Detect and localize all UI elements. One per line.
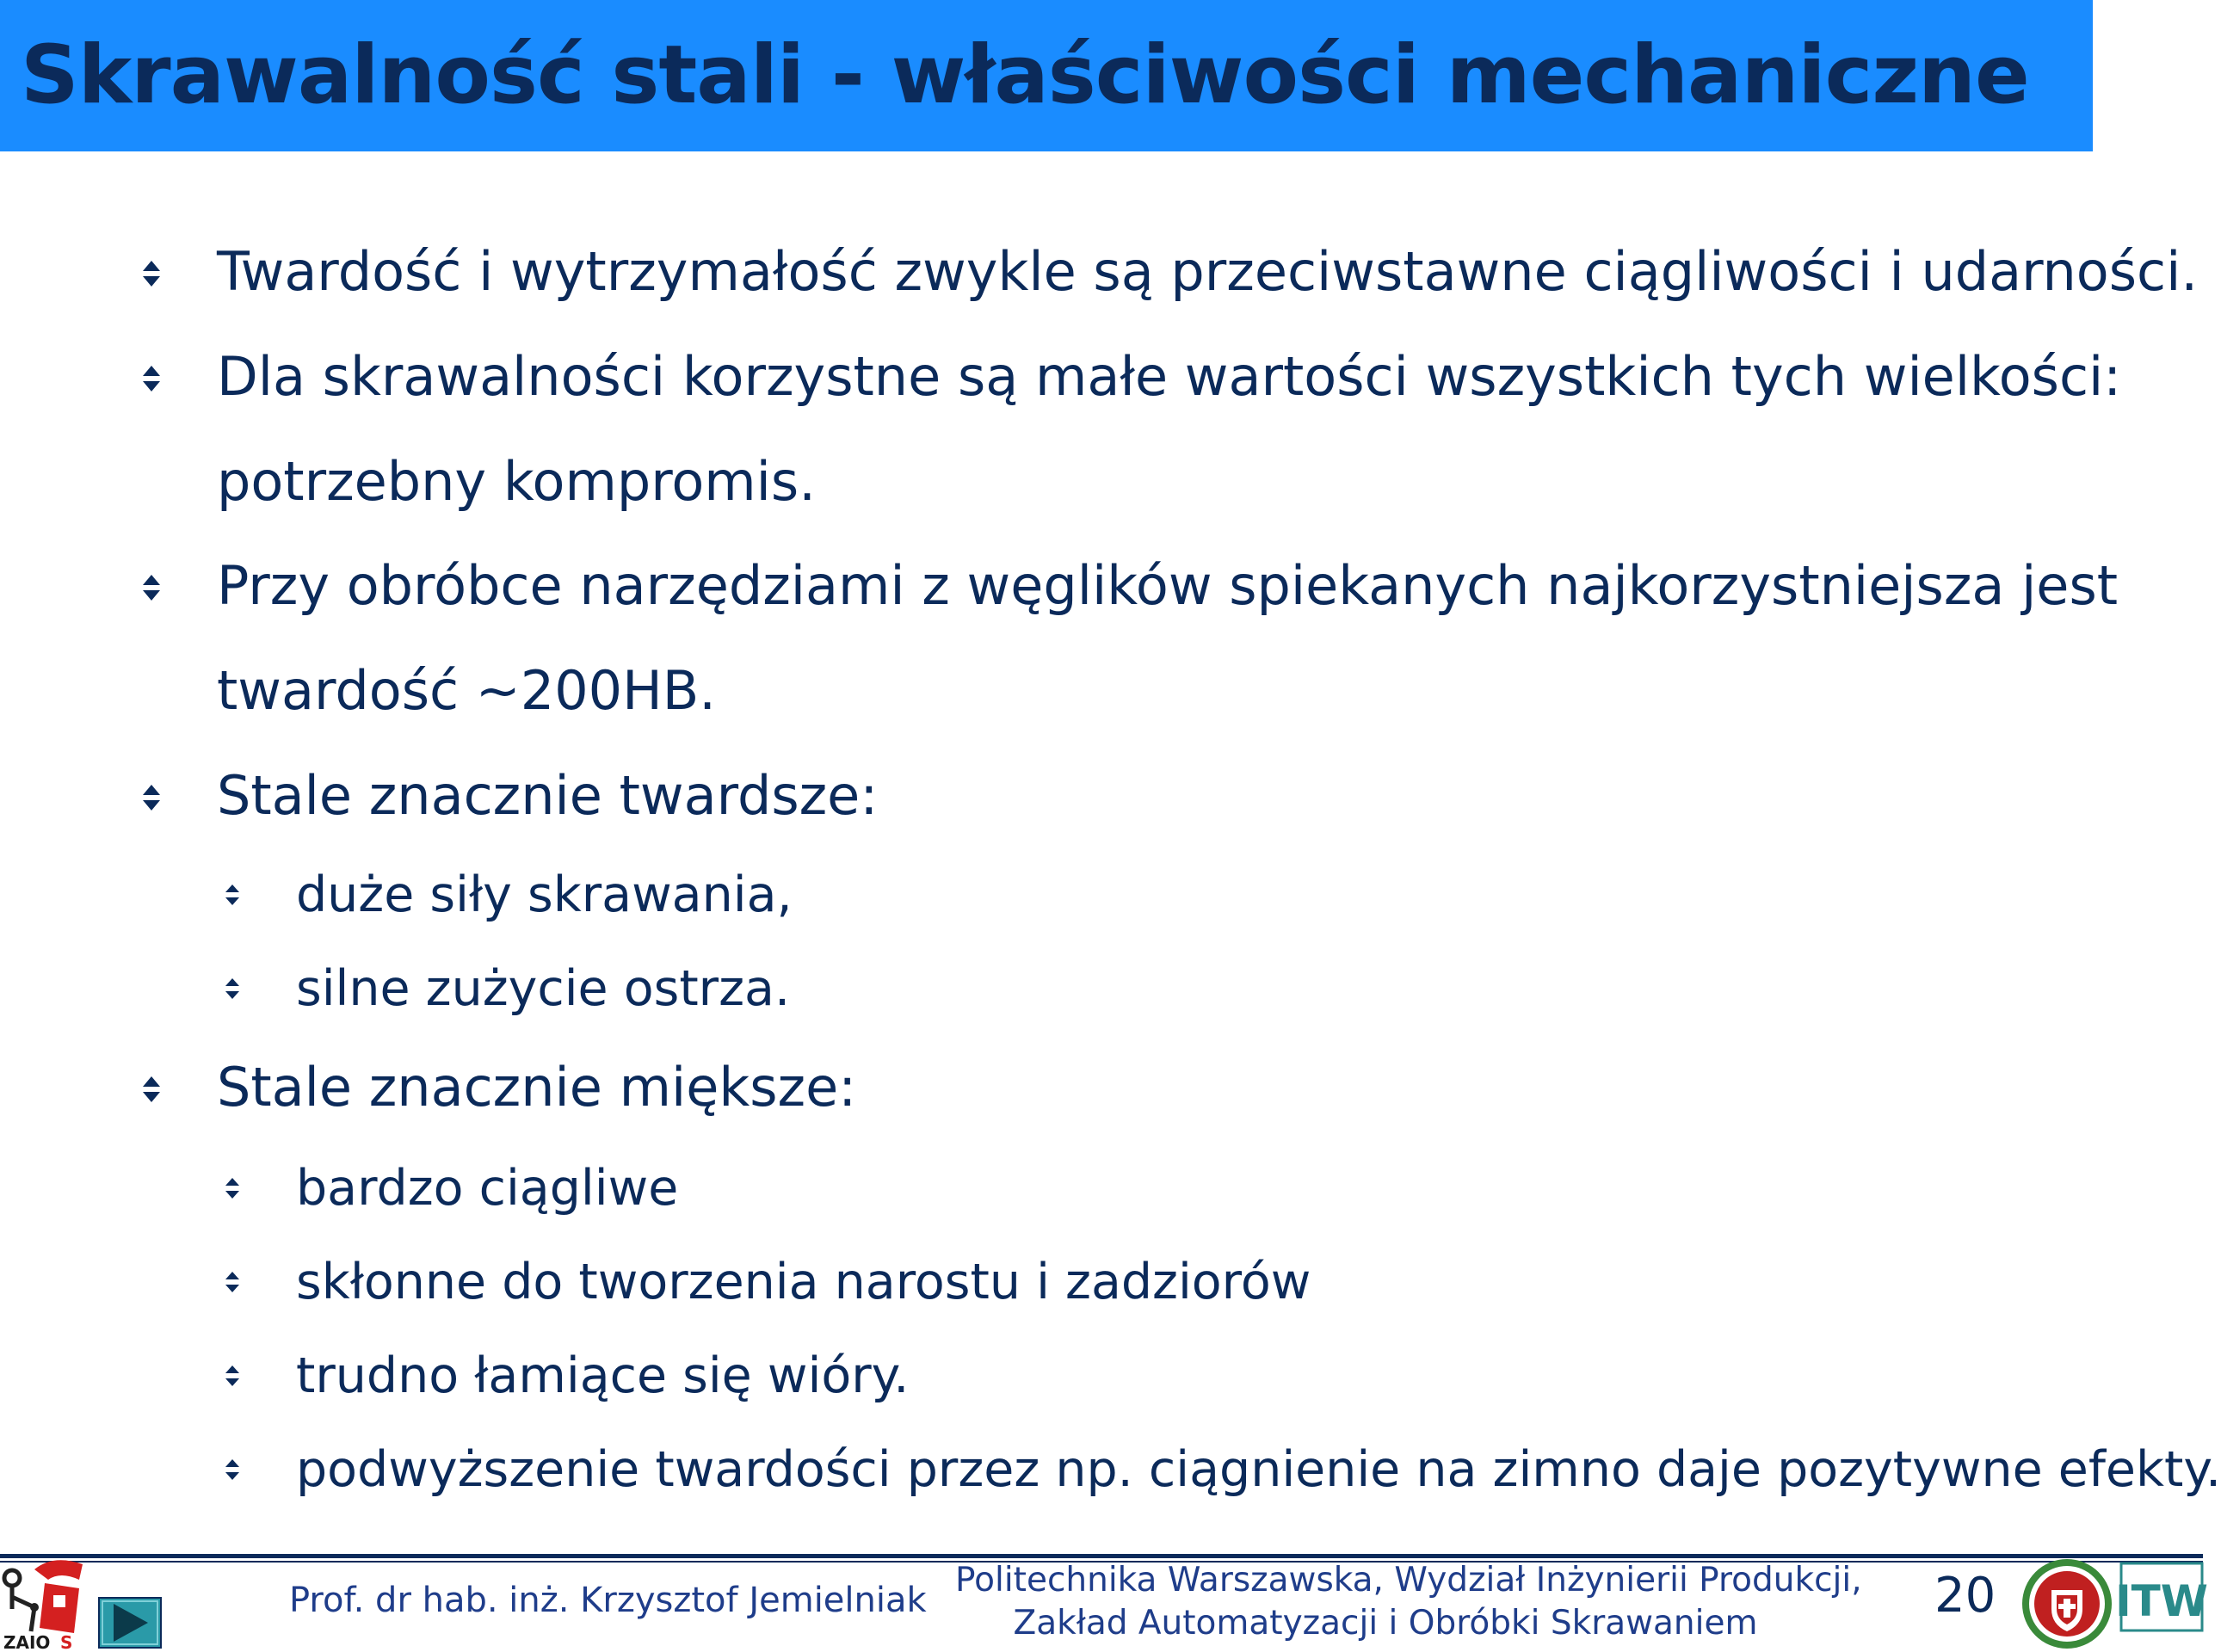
bullet-text: Dla skrawalności korzystne są małe wartości wszystkich tych wielkości: <box>217 345 2122 408</box>
bullet-icon <box>141 573 162 602</box>
sub-bullet-icon <box>224 1458 241 1482</box>
zaios-logo <box>0 1554 95 1652</box>
slide-title: Skrawalność stali - właściwości mechaniczne <box>21 28 2029 122</box>
svg-text:ZAIO: ZAIO <box>3 1632 51 1652</box>
bullet-icon <box>141 783 162 812</box>
footer-author: Prof. dr hab. inż. Krzysztof Jemielniak <box>289 1581 927 1620</box>
footer-institution-line2: Zakład Automatyzacji i Obróbki Skrawaniem <box>1013 1604 1758 1643</box>
bullet-text: Stale znacznie twardsze: <box>217 764 879 827</box>
sub-bullet-text: bardzo ciągliwe <box>296 1160 679 1217</box>
sub-bullet-text: duże siły skrawania, <box>296 866 793 923</box>
sub-bullet-text: silne zużycie ostrza. <box>296 960 791 1017</box>
bullet-text-continuation: potrzebny kompromis. <box>217 450 816 513</box>
bullet-icon <box>141 1075 162 1104</box>
footer-institution <box>955 1559 1862 1645</box>
footer-divider <box>0 1554 2203 1558</box>
politechnika-logo <box>2014 1556 2120 1652</box>
bullet-text: Przy obróbce narzędziami z węglików spiekanych najkorzystniejsza jest <box>217 554 2119 617</box>
sub-bullet-icon <box>224 1176 241 1200</box>
sub-bullet-icon <box>224 1270 241 1294</box>
sub-bullet-text: trudno łamiące się wióry. <box>296 1347 910 1404</box>
page-number: 20 <box>1934 1568 1996 1624</box>
bullet-icon <box>141 259 162 288</box>
itw-logo-text: ITW <box>2115 1576 2208 1626</box>
bullet-text: Twardość i wytrzymałość zwykle są przeciwstawne ciągliwości i udarności. <box>217 240 2199 303</box>
play-button[interactable] <box>98 1597 162 1649</box>
sub-bullet-icon <box>224 977 241 1001</box>
sub-bullet-icon <box>224 1364 241 1388</box>
itw-logo <box>2115 1563 2208 1631</box>
sub-bullet-icon <box>224 883 241 907</box>
svg-text:S: S <box>60 1632 73 1652</box>
bullet-icon <box>141 364 162 393</box>
bullet-text: Stale znacznie miększe: <box>217 1056 857 1119</box>
sub-bullet-text: podwyższenie twardości przez np. ciągnienie na zimno daje pozytywne efekty. <box>296 1441 2221 1498</box>
bullet-text-continuation: twardość ~200HB. <box>217 659 716 722</box>
sub-bullet-text: skłonne do tworzenia narostu i zadziorów <box>296 1254 1311 1310</box>
footer-institution-line1: Politechnika Warszawska, Wydział Inżynierii Produkcji, <box>955 1561 1862 1600</box>
